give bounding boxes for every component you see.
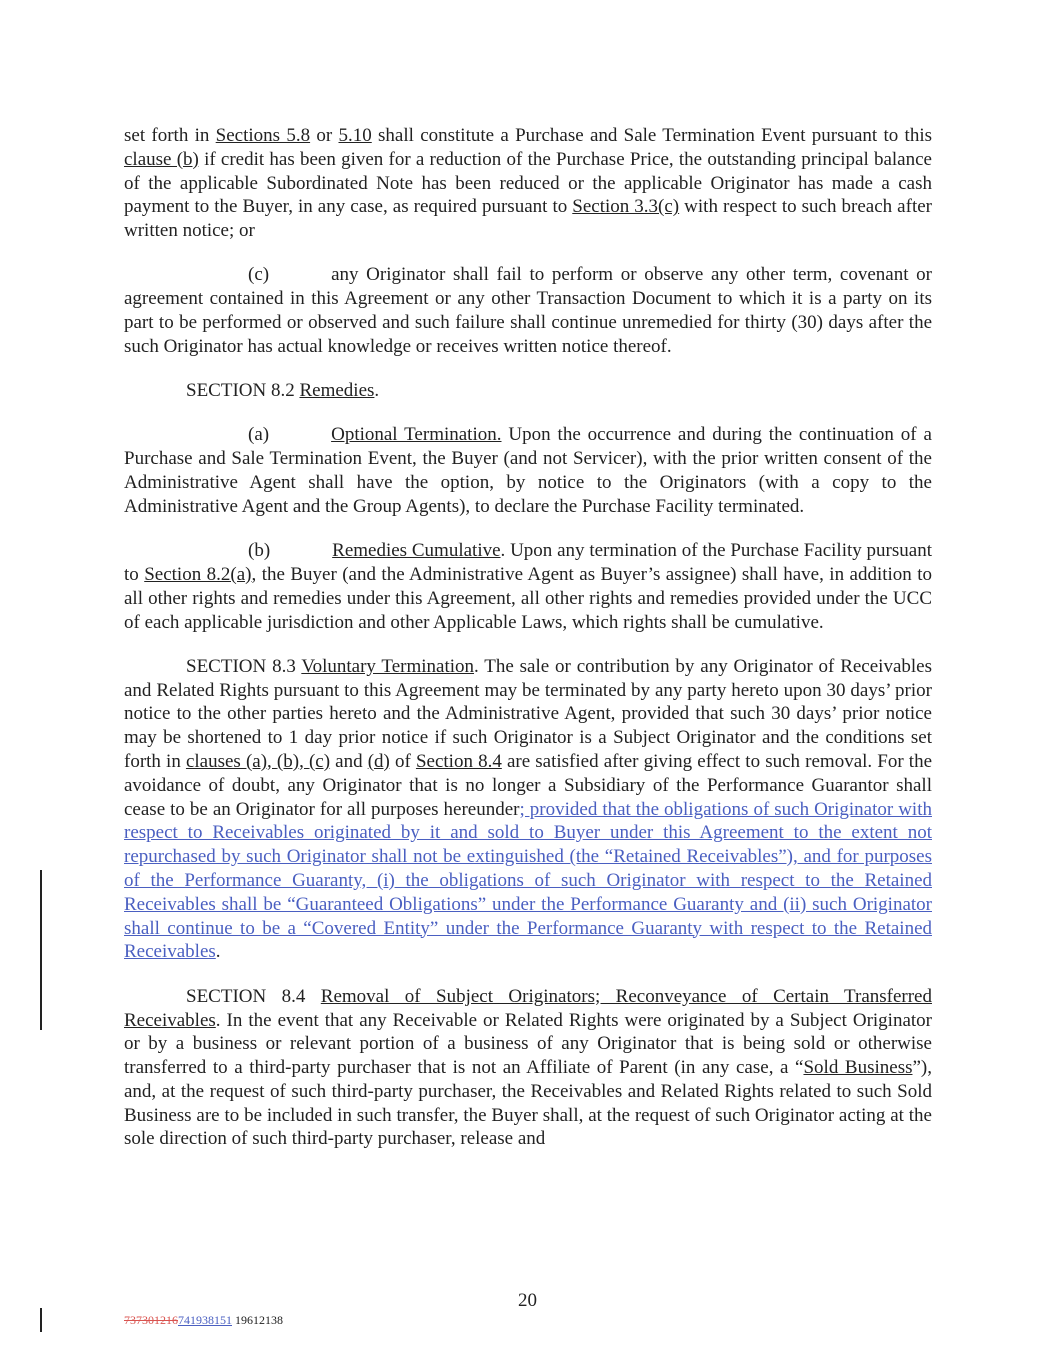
text: ,: [267, 751, 277, 773]
clause-text: any Originator shall fail to perform or observe any other term, covenant or agreement contained in this Agreement or any other Transaction Document to which it is a party on its part to be performed or observed and such failure shall continue unremedied for thirty (30) days after the such Originator has actual knowledge or receives written notice thereof.: [124, 264, 932, 357]
paragraph-clause-b-continuation: [124, 124, 932, 243]
page-number: 20: [518, 1290, 537, 1311]
text: if credit has been given for a reduction of the Purchase Price, the outstanding principal balance of the applicable Subordinated Note has been reduced or the applicable Originator has made a cash payment to the Buyer, in any case, as required pursuant to: [124, 148, 932, 218]
section-title: Remedies: [299, 380, 375, 402]
defined-term: Sold Business: [803, 1057, 913, 1079]
clause-text: Upon the occurrence and during the continuation of a Purchase and Sale Termination Event, the Buyer (and not Servicer), with the prior written consent of the Administrative Agent shall have the option, by notice to the Originators (with a copy to the Administrative Agent and the Group Agents), to declare the Purchase Facility terminated.: [124, 424, 932, 517]
inserted-doc-id: 741938151: [178, 1313, 232, 1327]
text: and: [330, 751, 368, 773]
clause-reference: (b): [276, 751, 300, 773]
clause-title: Remedies Cumulative: [332, 540, 501, 562]
text: ,: [299, 751, 309, 773]
text: .: [215, 941, 221, 963]
clause-reference: clause (b): [124, 148, 199, 170]
section-reference: 5.10: [338, 125, 372, 146]
section-8-2-heading: [124, 379, 932, 403]
clause-text: . Upon any termination of the Purchase Facility pursuant to: [124, 540, 932, 585]
text: with respect to such breach after written notice; or: [124, 196, 932, 242]
clause-text: , the Buyer (and the Administrative Agent as Buyer’s assignee) shall have, in addition to all other rights and remedies under this Agreement, all other rights and remedies provided under the UCC of each applicable jurisdiction and other Applicable Laws, which rights shall be cumulative.: [124, 563, 932, 633]
clause-label: (a): [248, 424, 270, 446]
clause-reference: (c): [308, 751, 331, 773]
text: . The sale or contribution by any Originator of Receivables and Related Rights pursuant to this Agreement may be terminated by any party hereto upon 30 days’ prior notice to the other parties hereto and the Administrative Agent, provided that such 30 days’ prior notice may be shortened to 1 day prior notice if such Originator is a Subject Originator and the conditions set forth in: [124, 655, 932, 773]
section-number: SECTION 8.3: [186, 655, 302, 677]
section-8-4: [124, 985, 932, 1152]
section-reference: Section 3.3(c): [572, 196, 680, 218]
paragraph-8-2-a: [124, 423, 932, 518]
text: ”), and, at the request of such third-party purchaser, the Receivables and Related Rights related to such Sold Business are to be included in such transfer, the Buyer shall, at the request of such Originator acting at the sole direction of such third-party purchaser, release and: [124, 1057, 932, 1150]
section-reference: Section 8.2(a): [144, 563, 252, 585]
section-reference: Sections 5.8: [215, 125, 311, 146]
text: set forth in: [124, 125, 216, 146]
text: are satisfied after giving effect to such removal. For the avoidance of doubt, any Originator that is no longer a Subsidiary of the Performance Guarantor shall cease to be an Originator for all purposes hereunder: [124, 751, 933, 820]
inserted-revision-text: ; provided that the obligations of such Originator with respect to Receivables originated by it and sold to Buyer under this Agreement to the extent not repurchased by such Originator shall not be extinguished (the “Retained Receivables”), and for purposes of the Performance Guaranty, (i) the obligations of such Originator with respect to the Retained Receivables shall be “Guaranteed Obligations” under the Performance Guaranty and (ii) such Originator shall continue to be a “Covered Entity” under the Performance Guaranty with respect to the Retained Receivables: [124, 798, 932, 963]
clause-reference: (d): [367, 751, 390, 773]
paragraph-clause-c: [124, 263, 932, 358]
clause-label: (c): [248, 264, 270, 286]
section-reference: Section 8.4: [415, 751, 502, 773]
clause-title: Optional Termination.: [331, 424, 502, 446]
text: shall constitute a Purchase and Sale Termination Event pursuant to this: [371, 125, 933, 146]
section-number: SECTION 8.4: [186, 985, 321, 1007]
text: of: [389, 751, 416, 773]
document-body: [124, 124, 932, 1172]
section-title: Removal of Subject Originators; Reconveyance of Certain Transferred Receivables: [124, 985, 932, 1031]
clause-reference: clauses (a): [185, 751, 268, 773]
revision-change-bar: [40, 870, 42, 1030]
section-title: Voluntary Termination: [301, 655, 475, 677]
clause-label: (b): [248, 540, 271, 562]
text: or: [310, 125, 339, 146]
section-number: SECTION 8.2: [186, 380, 300, 402]
section-8-3: [124, 655, 932, 964]
deleted-doc-id: 737301216: [124, 1313, 178, 1327]
text: . In the event that any Receivable or Related Rights were originated by a Subject Originator or by a business or relevant portion of a business of any Originator that is being sold or otherwise transferred to a third-party purchaser that is not an Affiliate of Parent (in any case, a “: [124, 1009, 932, 1079]
paragraph-8-2-b: [124, 539, 932, 634]
text: .: [374, 380, 380, 402]
document-id-footer: [124, 1313, 283, 1328]
doc-id: 19612138: [232, 1313, 283, 1327]
